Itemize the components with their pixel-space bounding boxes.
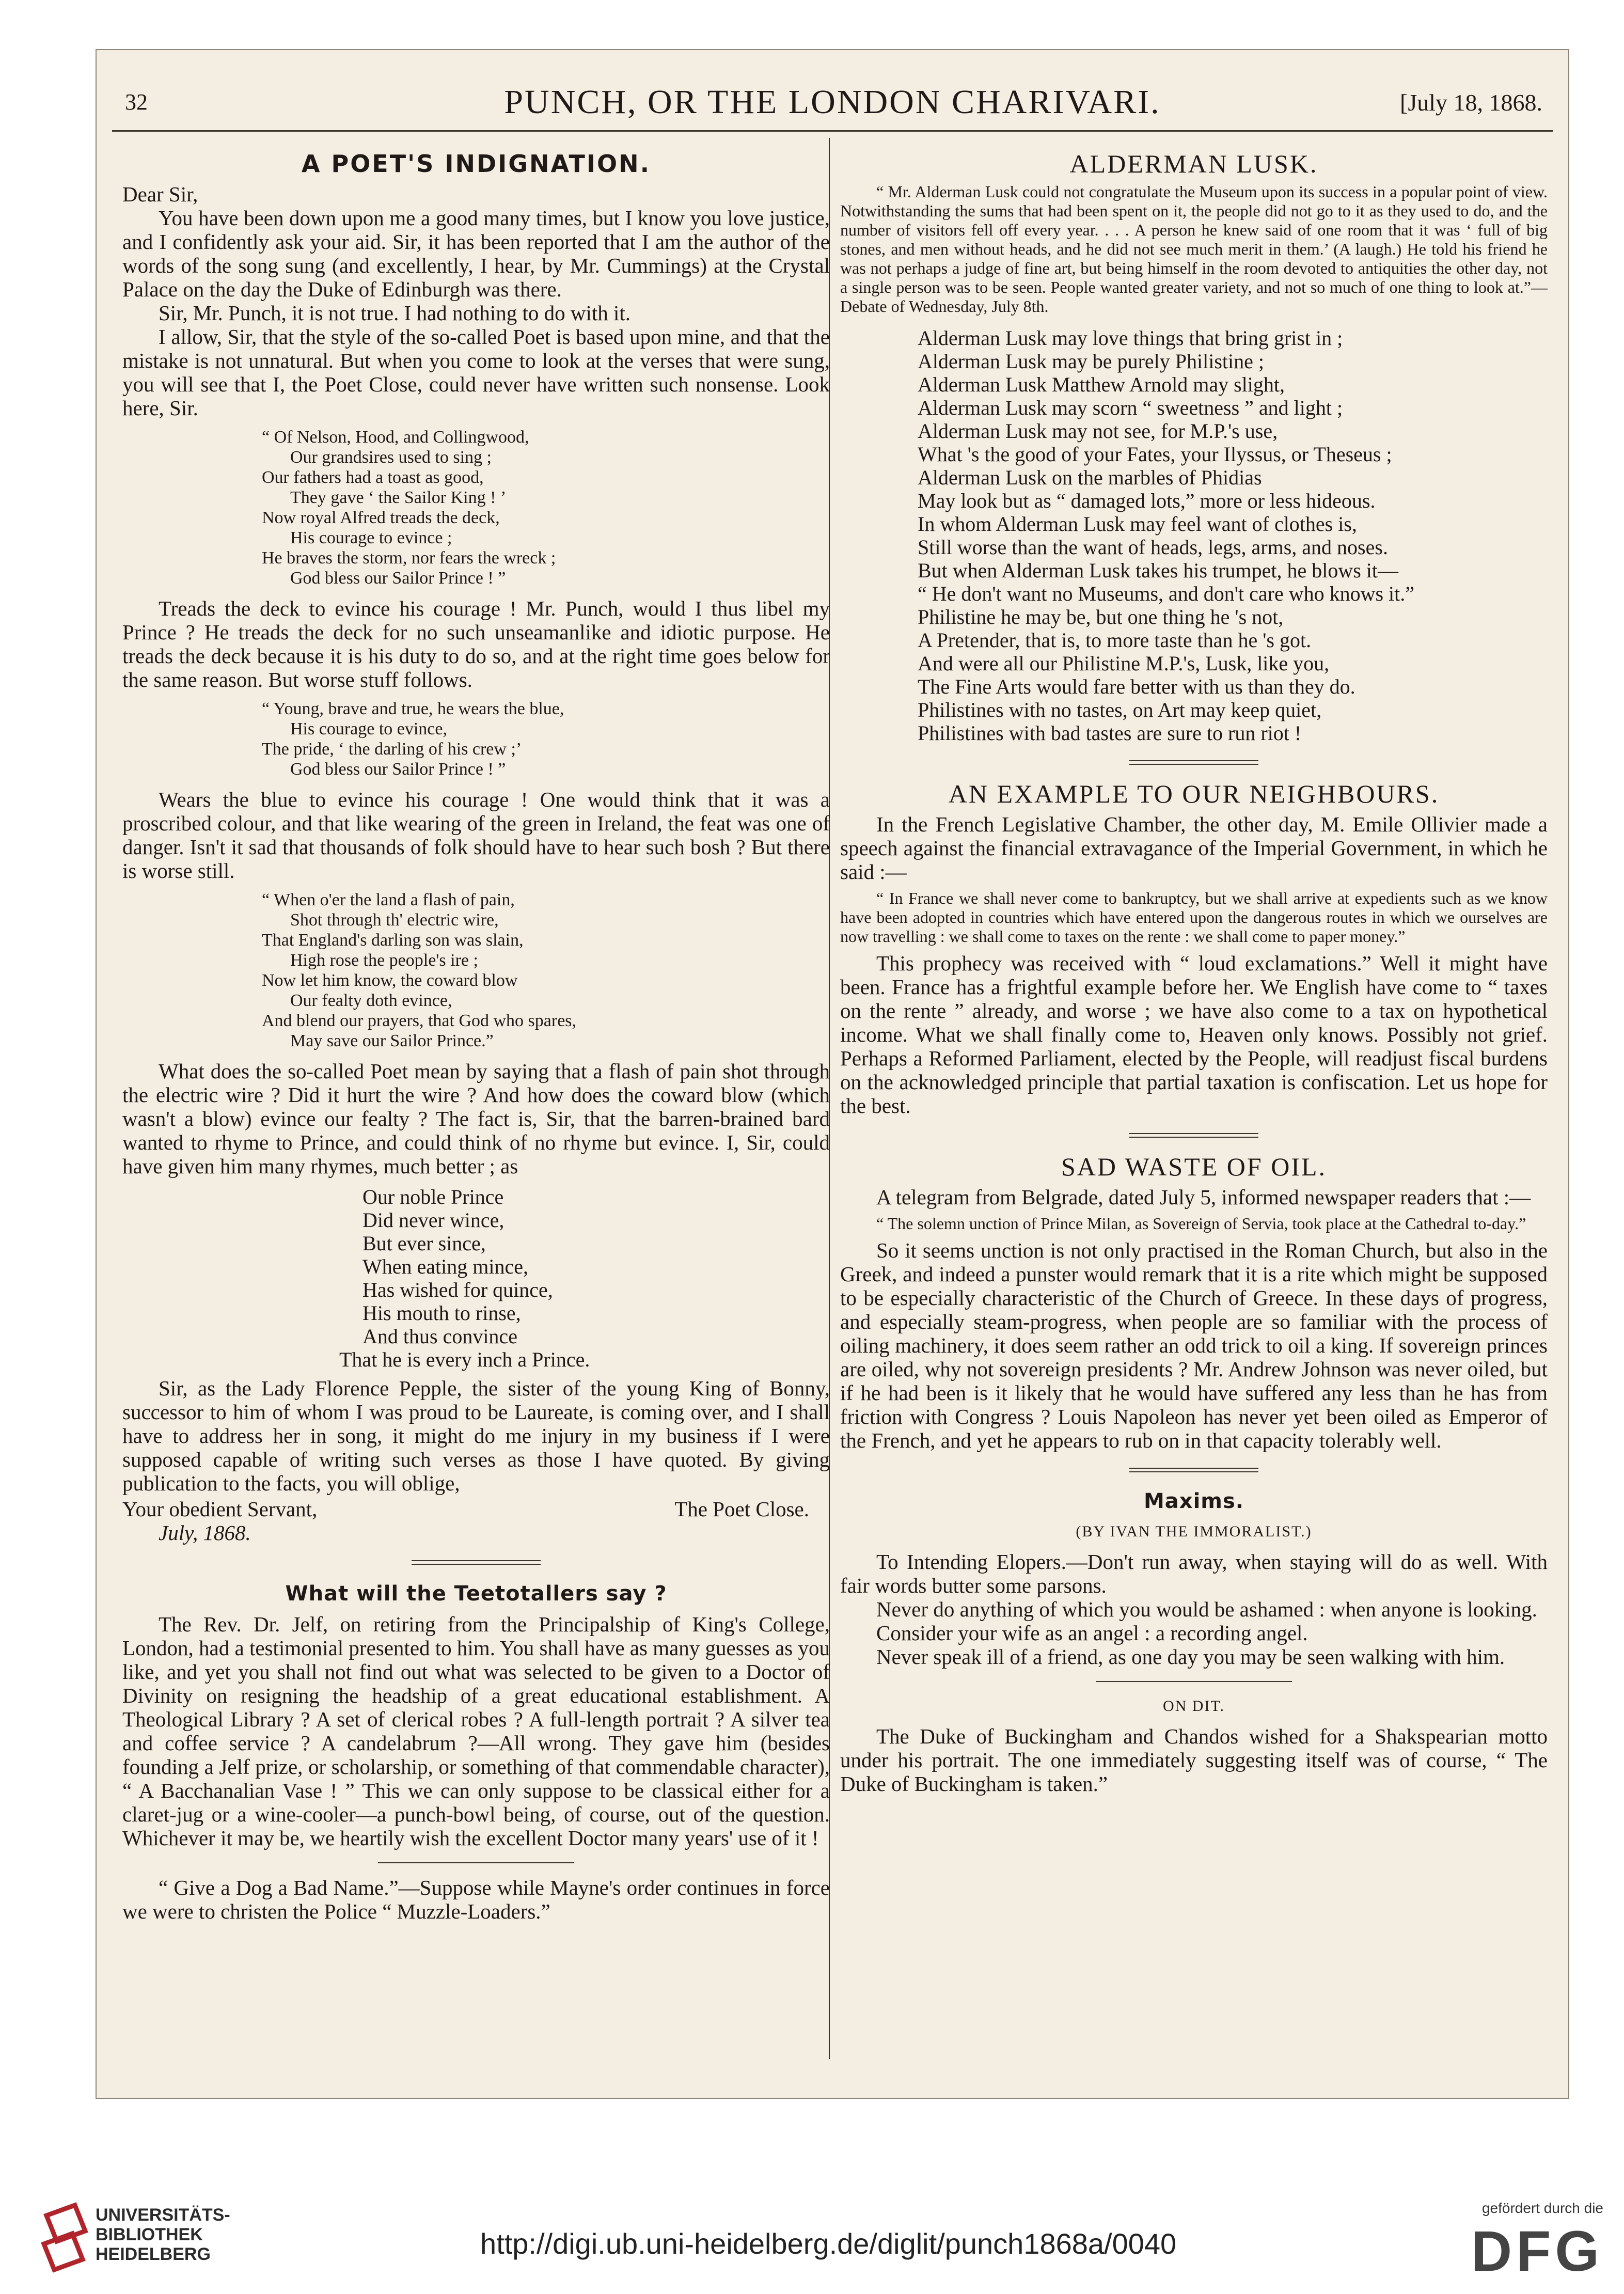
verse-line: Alderman Lusk on the marbles of Phidias [918, 466, 1262, 489]
paragraph: In the French Legislative Chamber, the other day, M. Emile Ollivier made a speech against the financial extravagance of the Imperial Government, in which he said :— [840, 812, 1548, 884]
quotation: “ The solemn unction of Prince Milan, as Sovereign of Servia, took place at the Cathedral to-day.” [876, 1214, 1526, 1233]
footer-bar [0, 2195, 1624, 2294]
paragraph: “ Give a Dog a Bad Name.”—Suppose while Mayne's order continues in force we were to christen the Police “ Muzzle-Loaders.” [122, 1876, 830, 1923]
verse-line: A Pretender, that is, to more taste than he 's got. [918, 629, 1312, 652]
closing: Your obedient Servant, [122, 1497, 318, 1521]
poem-verse [918, 326, 1548, 745]
page-header [112, 68, 1553, 132]
dfg-logo: DFG [1471, 2220, 1603, 2283]
salutation: Dear Sir, [122, 182, 198, 206]
verse-line: God bless our Sailor Prince ! ” [290, 760, 506, 779]
verse-line: Our fathers had a toast as good, [262, 468, 484, 487]
verse-line: May look but as “ damaged lots,” more or less hideous. [918, 489, 1376, 512]
verse-line: That England's darling son was slain, [262, 931, 524, 950]
verse-line: Now royal Alfred treads the deck, [262, 508, 500, 527]
verse-line: Our fealty doth evince, [290, 991, 452, 1010]
funding-note: gefördert durch die [1481, 2200, 1603, 2216]
verse-line: The Fine Arts would fare better with us than they do. [918, 675, 1355, 698]
verse-line: That he is every inch a Prince. [339, 1348, 590, 1371]
dateline: July, 1868. [159, 1521, 251, 1545]
article-title: SAD WASTE OF OIL. [1061, 1152, 1327, 1181]
library-name-line: BIBLIOTHEK [96, 2225, 203, 2244]
masthead-title: PUNCH, OR THE LONDON CHARIVARI. [504, 83, 1161, 121]
paragraph: Sir, as the Lady Florence Pepple, the sister of the young King of Bonny, successor to him of whom I was proud to be Laureate, is coming over, and I shall have to address her in song, it might do me injury in my business if I were supposed capable of writing such verses as those I have quoted. By giving publication to the facts, you will oblige, [122, 1376, 830, 1495]
library-name-line: UNIVERSITÄTS- [96, 2205, 230, 2225]
article-title: A POET'S INDIGNATION. [301, 150, 651, 178]
poem-verse [339, 1185, 830, 1371]
verse-line: What 's the good of your Fates, your Ilyssus, or Theseus ; [918, 443, 1392, 466]
paragraph: Sir, Mr. Punch, it is not true. I had nothing to do with it. [159, 301, 631, 325]
verse-line: And were all our Philistine M.P.'s, Lusk, like you, [918, 652, 1330, 675]
paragraph: A telegram from Belgrade, dated July 5, informed newspaper readers that :— [876, 1185, 1531, 1209]
paragraph: This prophecy was received with “ loud exclamations.” Well it might have been. France has a frightful example before her. We English have come to “ taxes on the rente ” already, and worse ; we have also come to a tax on hypothetical income. What we shall finally come to, Heaven only knows. Possibly not grief. Perhaps a Reformed Parliament, elected by the People, will readjust fiscal burdens on the acknowledged principle that partial taxation is confiscation. Let us hope for the best. [840, 951, 1548, 1118]
verse-line: Did never wince, [362, 1208, 504, 1232]
article-title: Maxims. [1144, 1489, 1244, 1513]
source-url[interactable]: http://digi.ub.uni-heidelberg.de/diglit/punch1868a/0040 [480, 2227, 1177, 2260]
verse-line: Philistine he may be, but one thing he 's not, [918, 605, 1284, 629]
verse-line: Our grandsires used to sing ; [290, 448, 492, 467]
paragraph: You have been down upon me a good many times, but I know you love justice, and I confidently ask your aid. Sir, it has been reported that I am the author of the words of the song sung (and excellently, I hear, by Mr. Cummings) at the Crystal Palace on the day the Duke of Edinburgh was there. [122, 206, 830, 301]
quotation: “ Mr. Alderman Lusk could not congratulate the Museum upon its success in a popular point of view. Notwithstanding the sums that had been spent on it, the people did not go to it as they used to do, and the number of visitors fell off every year. . . . A person he knew said of one room that it was ‘ full of big stones, and men without heads, and he did not see much merit in them.’ (A laugh.) He told his friend he was not perhaps a judge of fine art, but being himself in the room devoted to antiquities the other day, not a single person was to be seen. People wanted greater variety, and not so much of one thing to look at.”—Debate of Wednesday, July 8th. [840, 182, 1548, 316]
verse-line: Philistines with bad tastes are sure to run riot ! [918, 721, 1302, 745]
section-divider [378, 1862, 574, 1863]
maxim: To Intending Elopers.—Don't run away, when staying will do as well. With fair words butter some parsons. [840, 1550, 1548, 1597]
paragraph: I allow, Sir, that the style of the so-called Poet is based upon mine, and that the mistake is not unnatural. But when you come to look at the verses that were sung, you will see that I, the Poet Close, could never have written such nonsense. Look here, Sir. [122, 325, 830, 420]
verse-line: High rose the people's ire ; [290, 951, 478, 970]
article-title: ALDERMAN LUSK. [1069, 149, 1318, 178]
verse-line: Alderman Lusk Matthew Arnold may slight, [918, 373, 1285, 396]
verse-line: May save our Sailor Prince.” [290, 1031, 494, 1050]
verse-line: But ever since, [362, 1232, 486, 1255]
poem-verse [262, 699, 830, 779]
verse-line: His mouth to rinse, [362, 1301, 521, 1325]
signature: The Poet Close. [674, 1497, 809, 1521]
verse-line: Alderman Lusk may scorn “ sweetness ” and light ; [918, 396, 1343, 419]
page-number: 32 [125, 89, 148, 115]
university-library-logo-icon [36, 2200, 93, 2283]
verse-line: And thus convince [362, 1325, 517, 1348]
library-name [96, 2205, 230, 2264]
poem-verse [262, 427, 830, 588]
section-divider [1129, 1468, 1258, 1472]
paragraph: What does the so-called Poet mean by saying that a flash of pain shot through the electric wire ? Did it hurt the wire ? And how does the coward blow (which wasn't a blow) evince our fealty ? The fact is, Sir, that the barren-brained bard wanted to rhyme to Prince, and could think of no rhyme but evince. I, Sir, could have given him many rhymes, much better ; as [122, 1059, 830, 1178]
left-column [122, 148, 830, 1923]
verse-line: Alderman Lusk may be purely Philistine ; [918, 350, 1264, 373]
verse-line: Still worse than the want of heads, legs, arms, and noses. [918, 536, 1388, 559]
verse-line: “ Of Nelson, Hood, and Collingwood, [262, 428, 529, 447]
verse-line: He braves the storm, nor fears the wreck ; [262, 548, 556, 568]
poem-verse [262, 890, 830, 1051]
paragraph: The Duke of Buckingham and Chandos wished for a Shakspearian motto under his portrait. The one immediately suggesting itself was of course, “ The Duke of Buckingham is taken.” [840, 1724, 1548, 1796]
verse-line: When eating mince, [362, 1255, 528, 1278]
verse-line: Philistines with no tastes, on Art may keep quiet, [918, 698, 1322, 721]
verse-line: God bless our Sailor Prince ! ” [290, 569, 506, 588]
section-divider [1096, 1681, 1292, 1682]
signature-block [122, 1497, 830, 1521]
verse-line: Alderman Lusk may love things that bring grist in ; [918, 326, 1343, 350]
article-title: What will the Teetotallers say ? [285, 1582, 667, 1606]
section-divider [412, 1560, 541, 1565]
verse-line: “ He don't want no Museums, and don't care who knows it.” [918, 582, 1415, 605]
verse-line: Our noble Prince [362, 1185, 504, 1208]
section-divider [1129, 1133, 1258, 1138]
paragraph: Wears the blue to evince his courage ! One would think that it was a proscribed colour, and that like wearing of the green in Ireland, the feat was one of danger. Isn't it sad that thousands of folk should have to hear such bosh ? But there is worse still. [122, 788, 830, 883]
maxim: Consider your wife as an angel : a recording angel. [876, 1621, 1308, 1645]
byline: (BY IVAN THE IMMORALIST.) [1076, 1523, 1312, 1540]
verse-line: Shot through th' electric wire, [290, 910, 499, 930]
quotation: “ In France we shall never come to bankruptcy, but we shall arrive at expedients such as we know have been adopted in countries which have entered upon the dangerous routes in which we ourselves are now travelling : we shall come to taxes on the rente : we shall come to paper money.” [840, 889, 1548, 946]
paragraph: Treads the deck to evince his courage ! Mr. Punch, would I thus libel my Prince ? He treads the deck for no such unseamanlike and idiotic purpose. He treads the deck because it is his duty to do so, and at the right time goes below for the same reason. But worse stuff follows. [122, 596, 830, 692]
verse-line: And blend our prayers, that God who spares, [262, 1011, 577, 1030]
verse-line: But when Alderman Lusk takes his trumpet, he blows it— [918, 559, 1398, 582]
issue-date: [July 18, 1868. [1400, 89, 1542, 116]
paragraph: So it seems unction is not only practised in the Roman Church, but also in the Greek, and indeed a punster would remark that it is a rite which might be supposed to be especially characteristic of the Church of Greece. In these days of progress, and especially steam-progress, when people are so familiar with the process of oiling machinery, it does seem rather an odd trick to oil a king. If sovereign princes are oiled, why not sovereign presidents ? Mr. Andrew Johnson was never oiled, but if he had been is it likely that he would have suffered any less than he has from friction with Congress ? Louis Napoleon has never yet been oiled as Emperor of the French, and yet he appears to rub on in that capacity tolerably well. [840, 1238, 1548, 1452]
paragraph: The Rev. Dr. Jelf, on retiring from the Principalship of King's College, London, had a testimonial presented to him. You shall have as many guesses as you like, and yet you shall not find out what was selected to be given to a Doctor of Divinity on resigning the headship of a great educational establishment. A Theological Library ? A set of clerical robes ? A full-length portrait ? A silver tea and coffee service ? A candelabrum ?—All wrong. They gave him (besides founding a Jelf prize, or scholarship, or something of that commendable character), “ A Bacchanalian Vase ! ” This we can only suppose to be classical either for a claret-jug or a wine-cooler—a punch-bowl being, of course, out of the question. Whichever it may be, we heartily wish the excellent Doctor many years' use of it ! [122, 1612, 830, 1850]
library-name-line: HEIDELBERG [96, 2244, 211, 2264]
verse-line: Has wished for quince, [362, 1278, 553, 1301]
maxim: Never do anything of which you would be ashamed : when anyone is looking. [876, 1597, 1537, 1621]
right-column [840, 148, 1548, 1796]
verse-line: In whom Alderman Lusk may feel want of clothes is, [918, 512, 1357, 536]
newspaper-page [96, 49, 1569, 2099]
verse-line: “ Young, brave and true, he wears the blue, [262, 699, 564, 718]
verse-line: His courage to evince, [290, 719, 447, 739]
maxim: Never speak ill of a friend, as one day you may be seen walking with him. [876, 1645, 1505, 1669]
section-divider [1129, 760, 1258, 765]
verse-line: Alderman Lusk may not see, for M.P.'s use, [918, 419, 1278, 443]
verse-line: “ When o'er the land a flash of pain, [262, 890, 515, 909]
verse-line: They gave ‘ the Sailor King ! ’ [290, 488, 507, 507]
verse-line: His courage to evince ; [290, 528, 452, 547]
verse-line: The pride, ‘ the darling of his crew ;’ [262, 740, 522, 759]
verse-line: Now let him know, the coward blow [262, 971, 518, 990]
article-title: ON DIT. [1162, 1698, 1225, 1715]
article-title: AN EXAMPLE TO OUR NEIGHBOURS. [948, 779, 1440, 808]
